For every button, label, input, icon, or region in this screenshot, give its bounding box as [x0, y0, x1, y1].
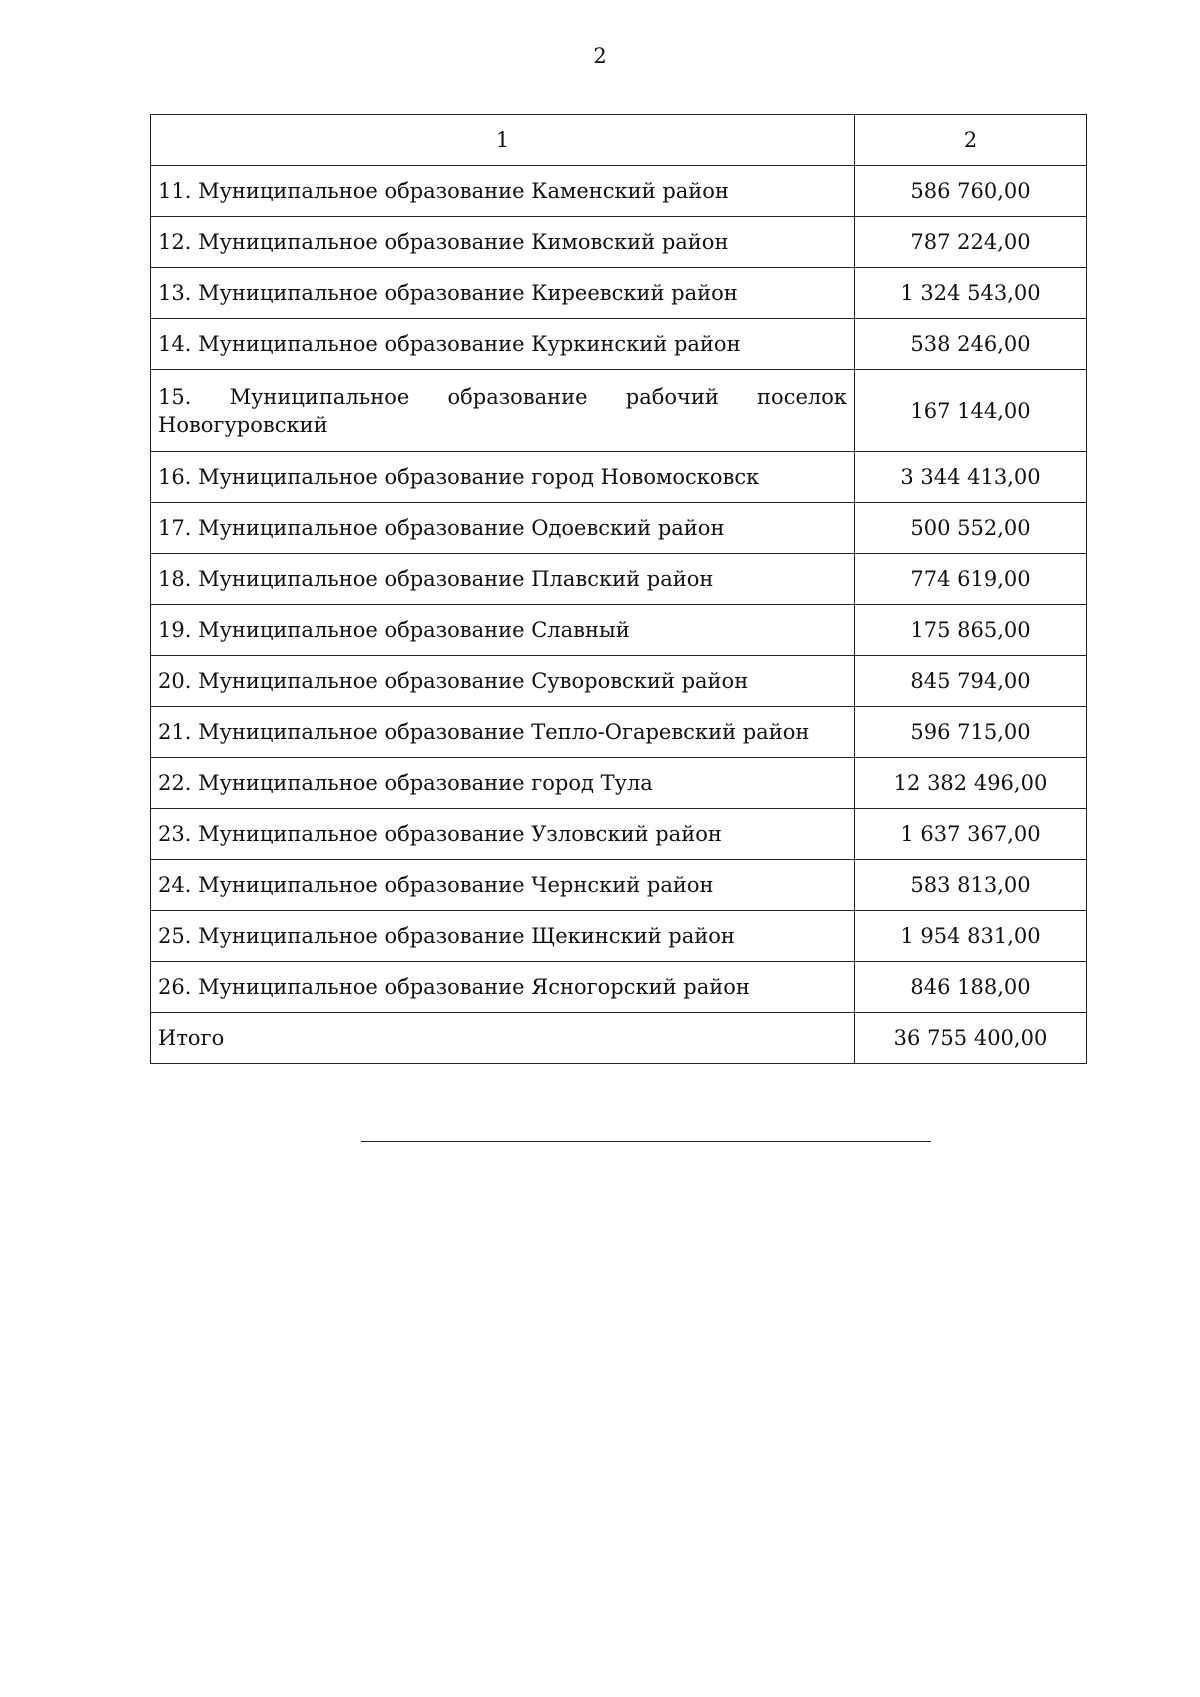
- municipality-name: 14. Муниципальное образование Куркинский район: [151, 319, 855, 370]
- table-row: [151, 758, 1087, 809]
- amount: 596 715,00: [855, 707, 1087, 758]
- table-row: [151, 656, 1087, 707]
- table-row: [151, 707, 1087, 758]
- amount: 1 954 831,00: [855, 911, 1087, 962]
- page-number: 2: [593, 44, 607, 68]
- municipality-name: 26. Муниципальное образование Ясногорский район: [151, 962, 855, 1013]
- end-rule: [361, 1141, 931, 1142]
- amount: 167 144,00: [855, 370, 1087, 452]
- amount: 787 224,00: [855, 217, 1087, 268]
- amount: 1 637 367,00: [855, 809, 1087, 860]
- municipality-name: 15. Муниципальное образование рабочий поселок Новогуровский: [151, 370, 855, 452]
- municipality-name: 13. Муниципальное образование Киреевский район: [151, 268, 855, 319]
- municipality-name: 22. Муниципальное образование город Тула: [151, 758, 855, 809]
- column-header-1: 1: [151, 115, 855, 166]
- table-row: [151, 319, 1087, 370]
- total-amount: 36 755 400,00: [855, 1013, 1087, 1064]
- column-header-2: 2: [855, 115, 1087, 166]
- amount: 538 246,00: [855, 319, 1087, 370]
- municipality-name: 24. Муниципальное образование Чернский район: [151, 860, 855, 911]
- table-row: [151, 962, 1087, 1013]
- table-header-row: [151, 115, 1087, 166]
- municipality-name: 25. Муниципальное образование Щекинский район: [151, 911, 855, 962]
- municipality-name: 20. Муниципальное образование Суворовский район: [151, 656, 855, 707]
- table-row: [151, 503, 1087, 554]
- amount: 3 344 413,00: [855, 452, 1087, 503]
- amount: 586 760,00: [855, 166, 1087, 217]
- municipality-name: 12. Муниципальное образование Кимовский район: [151, 217, 855, 268]
- amount: 12 382 496,00: [855, 758, 1087, 809]
- amount: 845 794,00: [855, 656, 1087, 707]
- table-row: [151, 809, 1087, 860]
- amount: 500 552,00: [855, 503, 1087, 554]
- amount: 846 188,00: [855, 962, 1087, 1013]
- table-row: [151, 217, 1087, 268]
- municipality-name: 21. Муниципальное образование Тепло-Огаревский район: [151, 707, 855, 758]
- table-row: [151, 605, 1087, 656]
- allocation-table: [150, 114, 1087, 1064]
- amount: 1 324 543,00: [855, 268, 1087, 319]
- amount: 774 619,00: [855, 554, 1087, 605]
- table-row: [151, 452, 1087, 503]
- municipality-name: 23. Муниципальное образование Узловский район: [151, 809, 855, 860]
- table-row: [151, 554, 1087, 605]
- table-row: [151, 911, 1087, 962]
- municipality-name: 11. Муниципальное образование Каменский район: [151, 166, 855, 217]
- table-row: [151, 166, 1087, 217]
- table-total-row: [151, 1013, 1087, 1064]
- amount: 175 865,00: [855, 605, 1087, 656]
- municipality-name: 19. Муниципальное образование Славный: [151, 605, 855, 656]
- municipality-name: 16. Муниципальное образование город Новомосковск: [151, 452, 855, 503]
- table-row: [151, 268, 1087, 319]
- table-row: [151, 370, 1087, 452]
- municipality-name: 17. Муниципальное образование Одоевский район: [151, 503, 855, 554]
- amount: 583 813,00: [855, 860, 1087, 911]
- table-row: [151, 860, 1087, 911]
- total-label: Итого: [151, 1013, 855, 1064]
- municipality-name: 18. Муниципальное образование Плавский район: [151, 554, 855, 605]
